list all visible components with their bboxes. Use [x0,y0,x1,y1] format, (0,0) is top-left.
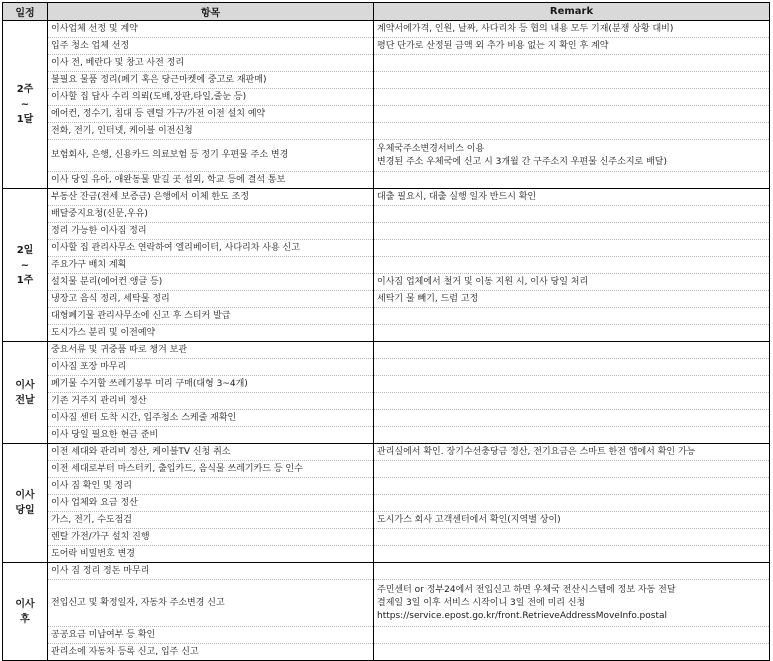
remark-cell[interactable] [374,325,770,342]
item-cell[interactable]: 전입신고 및 확정일자, 자동차 주소변경 신고 [48,580,374,627]
table-row [3,172,770,189]
phase-label: 이사 [15,379,35,391]
item-cell[interactable]: 이사 업체와 요금 정산 [48,495,374,512]
remark-cell[interactable] [374,444,770,461]
table-row [3,427,770,444]
remark-line: 이사짐 업체에서 철거 및 이동 지원 시, 이사 당일 처리 [377,276,589,287]
item-cell[interactable]: 이사 짐 확인 및 정리 [48,478,374,495]
remark-line: https://service.epost.go.kr/front.RetrieveAddressMoveInfo.postal [377,610,668,621]
phase-cell[interactable] [3,444,48,563]
remark-line: 우체국주소변경서비스 이용 [377,143,485,154]
item-cell[interactable]: 이사 전, 베란다 및 창고 사전 정리 [48,55,374,72]
remark-cell[interactable] [374,123,770,140]
table-row [3,478,770,495]
phase-label: 1달 [16,114,34,125]
item-cell[interactable]: 주요가구 배치 계획 [48,257,374,274]
table-row [3,189,770,206]
table-row [3,291,770,308]
table-row [3,644,770,661]
remark-cell[interactable] [374,55,770,72]
table-row [3,359,770,376]
header-item[interactable]: 항목 [48,3,374,21]
remark-cell[interactable] [374,38,770,55]
remark-cell[interactable] [374,461,770,478]
remark-cell[interactable] [374,291,770,308]
item-cell[interactable]: 도시가스 분리 및 이전예약 [48,325,374,342]
item-cell[interactable]: 대형폐기물 관리사무소에 신고 후 스티커 발급 [48,308,374,325]
phase-cell[interactable] [3,342,48,444]
phase-label: ~ [20,259,30,271]
item-cell[interactable]: 불필요 물품 정리(폐기 혹은 당근마켓에 중고로 재판매) [48,72,374,89]
table-row [3,342,770,359]
remark-cell[interactable] [374,308,770,325]
table-row [3,393,770,410]
item-cell[interactable]: 도어락 비밀번호 변경 [48,546,374,563]
phase-label: 2주 [16,84,34,95]
remark-cell[interactable] [374,172,770,189]
remark-cell[interactable] [374,342,770,359]
item-cell[interactable]: 렌탈 가전/가구 설치 진행 [48,529,374,546]
item-cell[interactable]: 이사 당일 필요한 현금 준비 [48,427,374,444]
table-row [3,529,770,546]
remark-cell[interactable] [374,89,770,106]
table-row [3,627,770,644]
phase-label: ~ [20,99,30,110]
remark-cell[interactable] [374,106,770,123]
table-row [3,240,770,257]
remark-cell[interactable] [374,393,770,410]
phase-label: 1주 [16,274,34,286]
phase-cell[interactable] [3,189,48,342]
table-row [3,206,770,223]
item-cell[interactable]: 입주 청소 업체 선정 [48,38,374,55]
table-row [3,89,770,106]
remark-cell[interactable] [374,410,770,427]
table-row [3,106,770,123]
item-cell[interactable]: 이사업체 선정 및 계약 [48,21,374,38]
phase-cell[interactable] [3,21,48,189]
item-cell[interactable]: 공공요금 미납여부 등 확인 [48,627,374,644]
item-cell[interactable]: 폐기물 수거할 쓰레기봉투 미리 구매(대형 3~4개) [48,376,374,393]
phase-label: 이사 [15,490,35,501]
remark-line: 관리실에서 확인. 장기수선충당금 정산, 전기요금은 스마트 한전 앱에서 확인 가능 [377,446,696,457]
remark-cell[interactable] [374,529,770,546]
item-cell[interactable]: 이사짐 포장 마무리 [48,359,374,376]
header-phase[interactable]: 일정 [3,3,48,21]
remark-cell[interactable] [374,257,770,274]
table-row [3,580,770,627]
remark-line: 대출 필요시, 대출 실행 일자 반드시 확인 [377,191,537,202]
table-row [3,21,770,38]
item-cell[interactable]: 가스, 전기, 수도점검 [48,512,374,529]
table-row [3,257,770,274]
remark-line: 주민센터 or 정부24에서 전입신고 하면 우체국 전산시스템에 정보 자동 전달 [377,584,676,595]
remark-cell[interactable] [374,546,770,563]
item-cell[interactable]: 이사 짐 정리 정돈 마무리 [48,563,374,580]
phase-label: 2일 [16,244,34,256]
remark-cell[interactable] [374,240,770,257]
table-row [3,461,770,478]
table-row [3,546,770,563]
remark-cell[interactable] [374,223,770,240]
remark-cell[interactable] [374,627,770,644]
table-row [3,123,770,140]
remark-cell[interactable] [374,206,770,223]
remark-line: 세탁기 물 빼기, 드럼 고정 [377,293,479,304]
remark-cell[interactable] [374,427,770,444]
remark-cell[interactable] [374,478,770,495]
item-cell[interactable]: 배달중지요청(신문,우유) [48,206,374,223]
remark-cell[interactable] [374,376,770,393]
header-remark[interactable]: Remark [374,3,770,21]
table-row [3,308,770,325]
remark-line: 결제일 3일 이후 서비스 시작이니 3일 전에 미리 신청 [377,597,586,608]
item-cell[interactable]: 이전 세대로부터 마스터키, 출입카드, 음식물 쓰레기카드 등 인수 [48,461,374,478]
phase-label: 당일 [15,505,35,516]
item-cell[interactable]: 부동산 잔금(전세 보증금) 은행에서 이체 한도 조정 [48,189,374,206]
item-cell[interactable]: 이사할 집 관리사무소 연락하여 엘리베이터, 사다리차 사용 신고 [48,240,374,257]
header-row [3,3,770,21]
table-row [3,38,770,55]
phase-label: 후 [20,613,30,625]
phase-label: 전날 [15,394,35,406]
remark-cell[interactable] [374,495,770,512]
table-row [3,72,770,89]
table-row [3,410,770,427]
remark-cell[interactable] [374,189,770,206]
remark-cell[interactable] [374,72,770,89]
table-row [3,325,770,342]
item-cell[interactable]: 기존 거주지 관리비 정산 [48,393,374,410]
remark-cell[interactable] [374,512,770,529]
table-row [3,512,770,529]
remark-cell[interactable] [374,644,770,661]
remark-line: 계약서에가격, 인원, 날짜, 사다리차 등 협의 내용 모두 기재(분쟁 상황 대비) [377,23,674,34]
table-row [3,376,770,393]
remark-cell[interactable] [374,140,770,172]
remark-cell[interactable] [374,359,770,376]
remark-cell[interactable] [374,580,770,627]
remark-line: 도시가스 회사 고객센터에서 확인(지역별 상이) [377,514,561,525]
item-cell[interactable]: 이사할 집 답사 수리 의뢰(도배,장판,타일,줄눈 등) [48,89,374,106]
item-cell[interactable]: 중요서류 및 귀중품 따로 챙겨 보관 [48,342,374,359]
item-cell[interactable]: 전화, 전기, 인터넷, 케이블 이전신청 [48,123,374,140]
item-cell[interactable]: 정리 가능한 이사짐 정리 [48,223,374,240]
item-cell[interactable]: 이전 세대와 관리비 정산, 케이블TV 신청 취소 [48,444,374,461]
table-row [3,140,770,172]
item-cell[interactable]: 이사짐 센터 도착 시간, 입주청소 스케줄 재확인 [48,410,374,427]
table-row [3,55,770,72]
table-row [3,563,770,580]
item-cell[interactable]: 보험회사, 은행, 신용카드 의료보험 등 정기 우편물 주소 변경 [48,140,374,172]
moving-checklist-table [2,2,770,661]
table-row [3,444,770,461]
item-cell[interactable]: 에어컨, 정수기, 침대 등 렌털 가구/가전 이전 설치 예약 [48,106,374,123]
item-cell[interactable]: 냉장고 음식 정리, 세탁물 정리 [48,291,374,308]
remark-cell[interactable] [374,274,770,291]
table-row [3,274,770,291]
remark-line: 평단 단가로 산정된 금액 외 추가 비용 없는 지 확인 후 계약 [377,40,609,51]
table-row [3,223,770,240]
table-row [3,495,770,512]
item-cell[interactable]: 설치물 분리(에어컨 앵글 등) [48,274,374,291]
remark-line: 변경된 주소 우체국에 신고 시 3개월 간 구주소지 우편물 신주소지로 배달) [377,156,667,167]
remark-cell[interactable] [374,21,770,38]
item-cell[interactable]: 관리소에 자동차 등록 신고, 입주 신고 [48,644,374,661]
item-cell[interactable]: 이사 당일 유아, 애완동물 맡길 곳 섭외, 학교 등에 결석 통보 [48,172,374,189]
remark-cell[interactable] [374,563,770,580]
phase-label: 이사 [15,598,35,610]
